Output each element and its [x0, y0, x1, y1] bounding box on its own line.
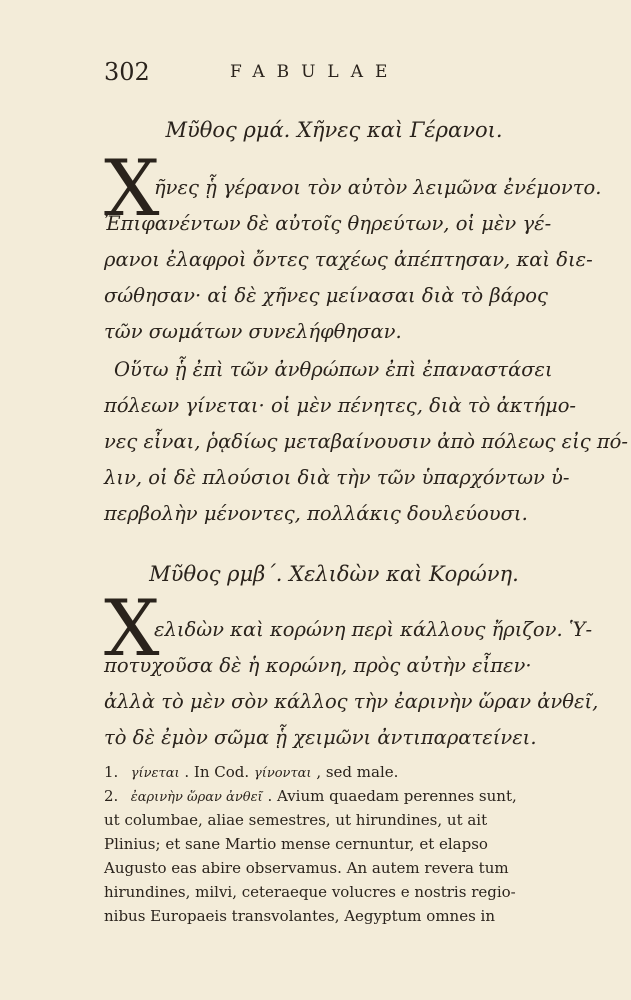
footnote-number: 1.: [104, 763, 119, 781]
text-line: νες εἶναι, ῥᾳδίως μεταβαίνουσιν ἀπὸ πόλεως εἰς πό-: [104, 430, 628, 453]
page-header: [104, 58, 544, 88]
text-line: τὸ δὲ ἐμὸν σῶμα ᾗ χειμῶνι ἀντιπαρατείνει.: [104, 726, 537, 749]
footnote-1: [104, 760, 574, 784]
footnote-greek: ἐαρινὴν ὥραν ἀνθεῖ: [130, 790, 263, 805]
footnote-text: . In Cod.: [184, 763, 250, 781]
text-line: λιν, οἱ δὲ πλούσιοι διὰ τὴν τῶν ὑπαρχόντων ὑ-: [104, 466, 570, 489]
text-line: ρανοι ἐλαφροὶ ὄντες ταχέως ἀπέπτησαν, καὶ διε-: [104, 248, 593, 271]
fable-2-text: [104, 612, 599, 756]
fable-1-dropcap: Χ: [104, 144, 160, 234]
footnote-greek: γίνεται: [130, 766, 180, 781]
text-line: πόλεων γίνεται· οἱ μὲν πένητες, διὰ τὸ ἀκτήμο-: [104, 394, 577, 417]
page-number: 302: [104, 58, 150, 86]
fable-2-dropcap: Χ: [104, 584, 160, 674]
footnote-line: Plinius; et sane Martio mense cernuntur, et elapso: [104, 835, 488, 853]
text-line: περβολὴν μένοντες, πολλάκις δουλεύουσι.: [104, 502, 528, 525]
footnote-number: 2.: [104, 787, 119, 805]
footnote-line: Augusto eas abire observamus. An autem revera tum: [104, 859, 509, 877]
text-line: ἀλλὰ τὸ μὲν σὸν κάλλος τὴν ἐαρινὴν ὥραν ἀνθεῖ,: [104, 690, 599, 713]
moral-1-text: [104, 352, 628, 532]
footnote-2: [104, 784, 574, 808]
text-line: τῶν σωμάτων συνελήφθησαν.: [104, 320, 402, 343]
footnote-line: nibus Europaeis transvolantes, Aegyptum omnes in: [104, 907, 496, 925]
text-line: ελιδὼν καὶ κορώνη περὶ κάλλους ἤριζον. Ὑ-: [154, 618, 593, 641]
fable-1-title: Μῦθος ρμά. Χῆνες καὶ Γέρανοι.: [165, 118, 503, 142]
text-line: Ἐπιφανέντων δὲ αὐτοῖς θηρεύτων, οἱ μὲν γέ-: [104, 212, 552, 235]
text-line: σώθησαν· αἱ δὲ χῆνες μείνασαι διὰ τὸ βάρος: [104, 284, 548, 307]
footnote-greek: γίνονται: [253, 766, 312, 781]
footnote-text: , sed male.: [316, 763, 399, 781]
text-line: Οὕτω ᾗ ἐπὶ τῶν ἀνθρώπων ἐπὶ ἐπαναστάσει: [114, 358, 553, 381]
fable-1-text: [104, 170, 602, 350]
footnote-line: ut columbae, aliae semestres, ut hirundines, ut ait: [104, 811, 488, 829]
text-line: ῆνες ᾗ γέρανοι τὸν αὐτὸν λειμῶνα ἐνέμοντο.: [154, 176, 602, 199]
footnote-line: hirundines, milvi, ceteraeque volucres e nostris regio-: [104, 883, 516, 901]
running-title: FABULAE: [230, 62, 400, 82]
footnote-text: . Avium quaedam perennes sunt,: [267, 787, 517, 805]
fable-2-title: Μῦθος ρμβ΄. Χελιδὼν καὶ Κορώνη.: [149, 562, 519, 586]
text-line: ποτυχοῦσα δὲ ἡ κορώνη, πρὸς αὐτὴν εἶπεν·: [104, 654, 532, 677]
footnotes: [104, 760, 574, 928]
